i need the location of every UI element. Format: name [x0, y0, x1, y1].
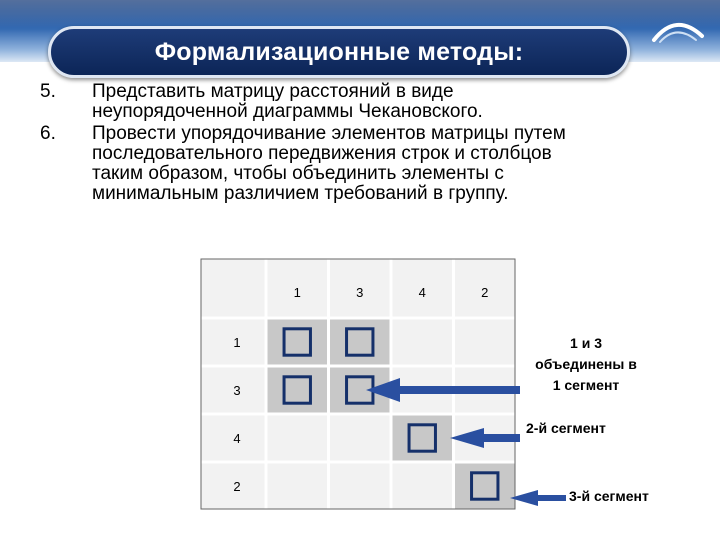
segment-1-line: объединены в [535, 356, 637, 372]
page-title: Формализационные методы: [154, 37, 524, 66]
segment-2-label: 2-й сегмент [526, 420, 606, 436]
row-header: 4 [233, 431, 241, 446]
arrow-icon [450, 428, 520, 448]
segment-1-line: 1 сегмент [552, 377, 620, 393]
list-item-number: 5. [40, 81, 56, 102]
list-item-line: последовательного передвижения строк и столбцов [92, 143, 552, 164]
list-item-number: 6. [40, 123, 56, 144]
column-header: 2 [481, 285, 489, 300]
list-item-line: таким образом, чтобы объединить элементы с [92, 163, 504, 184]
column-header: 4 [418, 285, 426, 300]
column-header: 3 [356, 285, 364, 300]
segment-1-line: 1 и 3 [570, 335, 602, 351]
row-header: 2 [233, 479, 241, 494]
list-item-line: неупорядоченной диаграммы Чекановского. [92, 101, 483, 122]
arrow-icon [510, 490, 566, 506]
list-item-line: Представить матрицу расстояний в виде [92, 81, 454, 102]
list-item-line: Провести упорядочивание элементов матрицы путем [92, 123, 566, 144]
row-header: 1 [233, 335, 241, 350]
segment-3-label: 3-й сегмент [569, 488, 649, 504]
row-header: 3 [233, 383, 241, 398]
column-header: 1 [293, 285, 301, 300]
arrow-icon [366, 378, 520, 402]
list-item-line: минимальным различием требований в группу. [92, 183, 509, 204]
segment-1-label [516, 333, 656, 396]
